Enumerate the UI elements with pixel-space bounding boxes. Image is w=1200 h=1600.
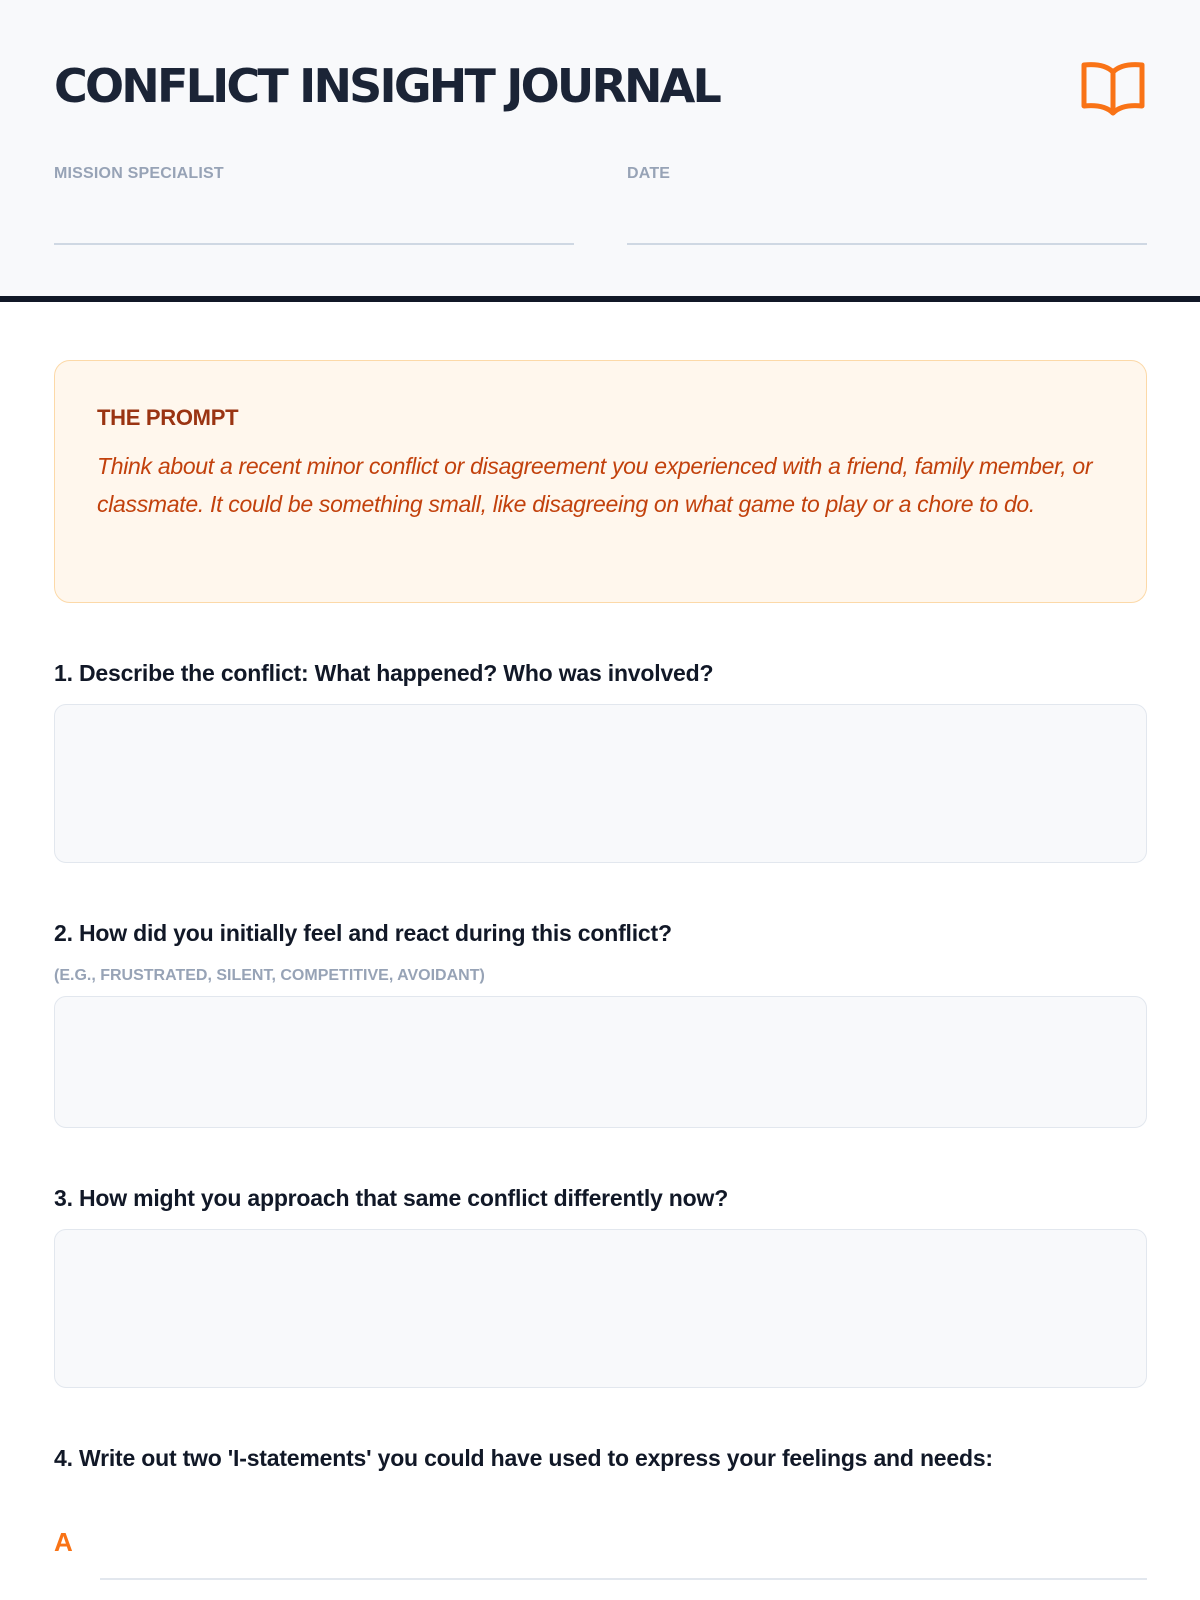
prompt-text: Think about a recent minor conflict or disagreement you experienced with a friend, family member, or classmate. It could be something small, like disagreeing on what game to play or a chore to do. <box>97 453 1093 517</box>
prompt-title: THE PROMPT <box>97 405 239 430</box>
question-2-label: 2. How did you initially feel and react during this conflict? <box>54 920 672 946</box>
page-title: CONFLICT INSIGHT JOURNAL <box>54 59 720 113</box>
i-statement-a-field[interactable] <box>100 1578 1147 1580</box>
journal-header <box>0 0 1200 302</box>
question-2-answer[interactable] <box>54 996 1147 1128</box>
date-label: DATE <box>627 165 671 182</box>
prompt-card <box>54 360 1147 603</box>
mission-specialist-label: MISSION SPECIALIST <box>54 165 224 182</box>
date-field[interactable] <box>627 243 1147 245</box>
question-1-label: 1. Describe the conflict: What happened? Who was involved? <box>54 660 714 686</box>
mission-specialist-field[interactable] <box>54 243 574 245</box>
book-open-icon <box>1080 56 1146 120</box>
question-3-label: 3. How might you approach that same conflict differently now? <box>54 1185 729 1211</box>
question-4-label: 4. Write out two 'I-statements' you could have used to express your feelings and needs: <box>54 1445 993 1471</box>
question-2-hint: (E.G., FRUSTRATED, SILENT, COMPETITIVE, AVOIDANT) <box>54 967 485 984</box>
i-statement-a-letter: A <box>54 1527 73 1557</box>
question-3-answer[interactable] <box>54 1229 1147 1388</box>
question-1-answer[interactable] <box>54 704 1147 863</box>
